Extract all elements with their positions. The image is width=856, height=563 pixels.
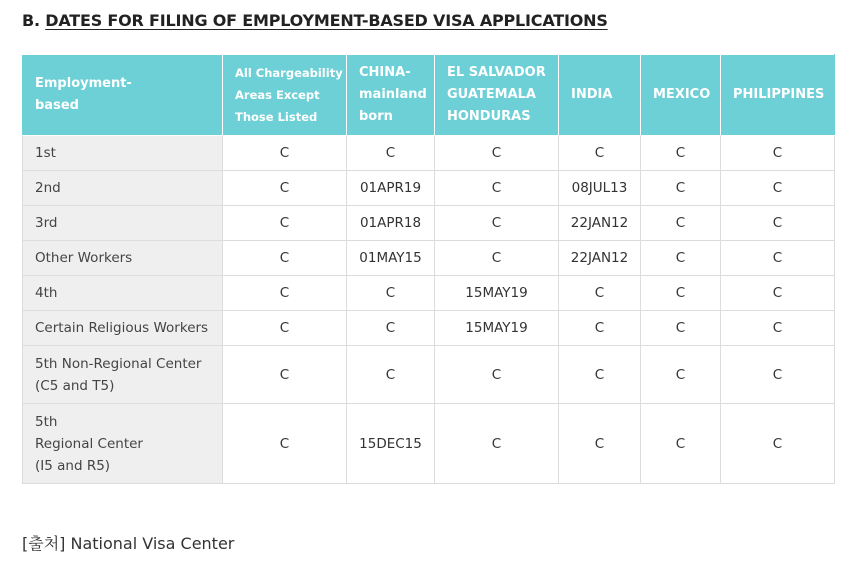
row-label: 5th Non-Regional Center (C5 and T5) xyxy=(23,346,223,404)
table-cell: 01APR19 xyxy=(347,171,435,206)
table-cell: C xyxy=(223,276,347,311)
table-cell: C xyxy=(641,136,721,171)
table-cell: C xyxy=(223,136,347,171)
table-cell: C xyxy=(559,276,641,311)
table-cell: C xyxy=(721,241,835,276)
table-cell: C xyxy=(641,311,721,346)
table-cell: C xyxy=(641,206,721,241)
table-row xyxy=(23,346,835,404)
table-cell: 08JUL13 xyxy=(559,171,641,206)
source-prefix: [출처] xyxy=(22,534,66,553)
table-cell: C xyxy=(559,136,641,171)
table-cell: 15MAY19 xyxy=(435,276,559,311)
column-header: EL SALVADOR GUATEMALA HONDURAS xyxy=(435,55,559,136)
table-cell: 01MAY15 xyxy=(347,241,435,276)
table-row xyxy=(23,241,835,276)
column-header: Employment- based xyxy=(23,55,223,136)
table-cell: C xyxy=(559,346,641,404)
table-cell: C xyxy=(559,311,641,346)
column-header: All Chargeability Areas Except Those Listed xyxy=(223,55,347,136)
source-name: National Visa Center xyxy=(70,534,235,553)
column-header: CHINA- mainland born xyxy=(347,55,435,136)
table-cell: C xyxy=(347,276,435,311)
table-cell: C xyxy=(721,276,835,311)
row-label: Certain Religious Workers xyxy=(23,311,223,346)
column-header: INDIA xyxy=(559,55,641,136)
table-cell: C xyxy=(641,346,721,404)
table-cell: 01APR18 xyxy=(347,206,435,241)
table-cell: C xyxy=(223,404,347,484)
visa-dates-table xyxy=(22,54,835,484)
table-row xyxy=(23,404,835,484)
table-cell: C xyxy=(435,241,559,276)
table-row xyxy=(23,311,835,346)
row-label: 4th xyxy=(23,276,223,311)
table-cell: C xyxy=(347,311,435,346)
table-cell: 15MAY19 xyxy=(435,311,559,346)
table-cell: C xyxy=(435,404,559,484)
table-row xyxy=(23,136,835,171)
table-cell: C xyxy=(641,404,721,484)
table-row xyxy=(23,276,835,311)
table-cell: C xyxy=(347,346,435,404)
table-cell: 15DEC15 xyxy=(347,404,435,484)
source-credit xyxy=(22,531,234,554)
column-header: PHILIPPINES xyxy=(721,55,835,136)
table-cell: C xyxy=(435,136,559,171)
table-cell: C xyxy=(641,241,721,276)
section-prefix: B. xyxy=(22,11,40,30)
table-cell: C xyxy=(721,136,835,171)
table-cell: 22JAN12 xyxy=(559,206,641,241)
table-cell: C xyxy=(641,171,721,206)
row-label: 5th Regional Center (I5 and R5) xyxy=(23,404,223,484)
table-cell: C xyxy=(347,136,435,171)
table-cell: C xyxy=(223,311,347,346)
row-label: 2nd xyxy=(23,171,223,206)
table-cell: C xyxy=(721,404,835,484)
table-cell: 22JAN12 xyxy=(559,241,641,276)
table-cell: C xyxy=(435,206,559,241)
table-cell: C xyxy=(721,171,835,206)
table-cell: C xyxy=(435,171,559,206)
table-cell: C xyxy=(223,346,347,404)
table-cell: C xyxy=(721,206,835,241)
row-label: Other Workers xyxy=(23,241,223,276)
table-cell: C xyxy=(721,346,835,404)
column-header: MEXICO xyxy=(641,55,721,136)
table-cell: C xyxy=(223,206,347,241)
section-title: DATES FOR FILING OF EMPLOYMENT-BASED VISA APPLICATIONS xyxy=(45,11,608,30)
table-row xyxy=(23,171,835,206)
table-header-row xyxy=(23,55,835,136)
row-label: 1st xyxy=(23,136,223,171)
table-row xyxy=(23,206,835,241)
table-cell: C xyxy=(721,311,835,346)
row-label: 3rd xyxy=(23,206,223,241)
table-cell: C xyxy=(435,346,559,404)
table-cell: C xyxy=(641,276,721,311)
section-heading xyxy=(22,11,608,30)
table-cell: C xyxy=(223,171,347,206)
table-cell: C xyxy=(559,404,641,484)
table-cell: C xyxy=(223,241,347,276)
